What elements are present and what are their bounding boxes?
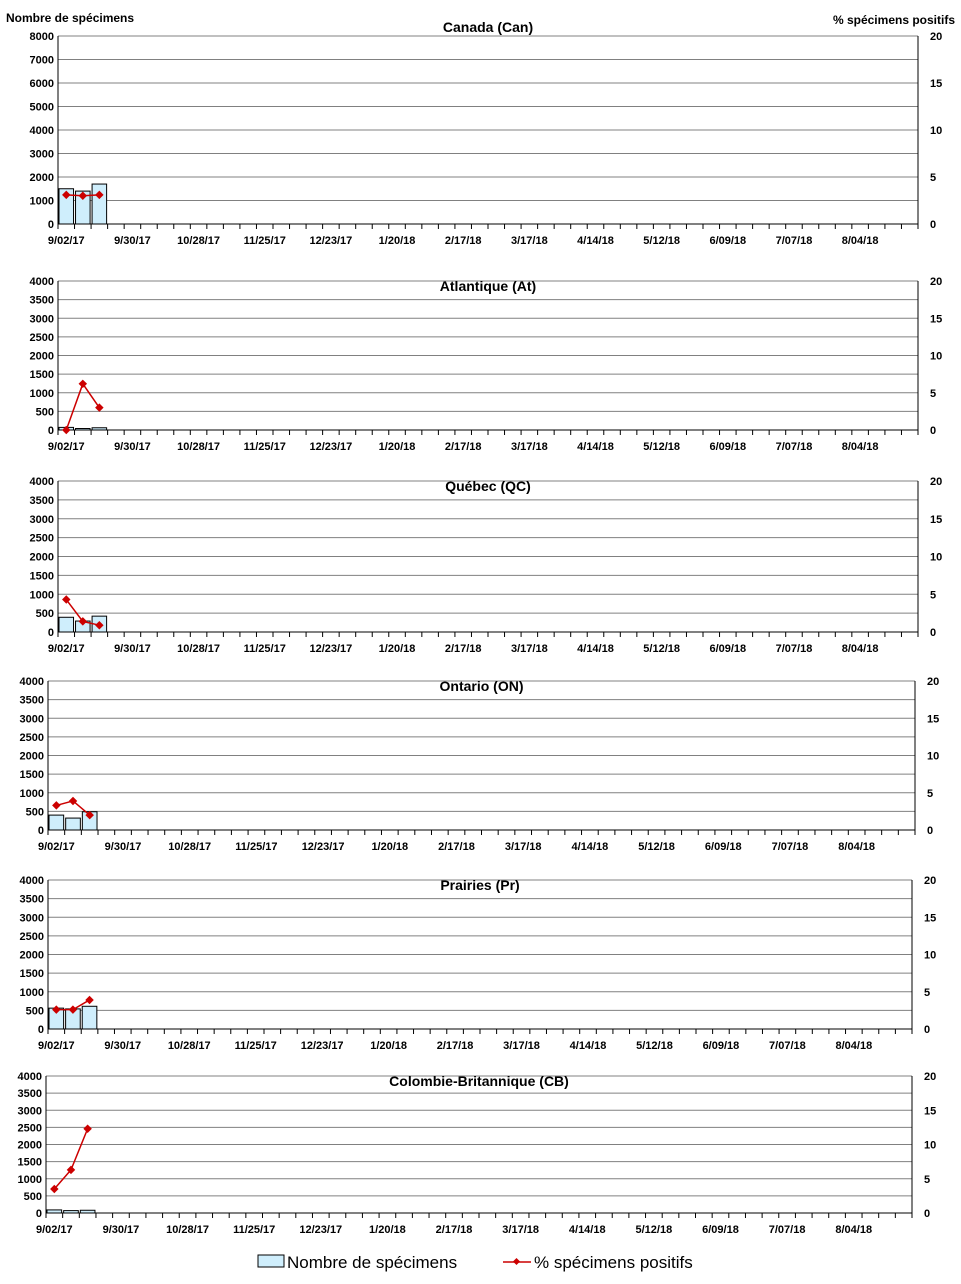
y-tick-label: 2500 <box>29 331 54 344</box>
y2-tick-label: 20 <box>930 276 943 288</box>
x-tick-label: 4/14/18 <box>569 1040 607 1052</box>
x-tick-label: 11/25/17 <box>243 643 286 655</box>
y-tick-label: 500 <box>35 406 54 419</box>
y-tick-label: 3500 <box>17 1088 42 1101</box>
y-tick-label: 3000 <box>19 713 44 726</box>
y2-tick-label: 20 <box>924 1071 937 1083</box>
x-tick-label: 12/23/17 <box>309 235 353 247</box>
x-tick-label: 1/20/18 <box>378 235 416 247</box>
x-tick-label: 12/23/17 <box>299 1224 343 1236</box>
x-tick-label: 8/04/18 <box>835 1224 873 1236</box>
x-tick-label: 5/12/18 <box>643 235 681 247</box>
positive-line <box>66 384 99 430</box>
x-tick-label: 3/17/18 <box>502 1224 539 1236</box>
chart-panel <box>20 676 940 853</box>
x-tick-label: 1/20/18 <box>369 1224 406 1236</box>
y2-tick-label: 0 <box>930 219 937 231</box>
y2-tick-label: 0 <box>930 627 937 639</box>
x-tick-label: 4/14/18 <box>577 235 614 247</box>
y2-tick-label: 10 <box>924 949 937 962</box>
x-tick-label: 6/09/18 <box>704 841 742 853</box>
legend-bar-label: Nombre de spécimens <box>287 1253 458 1272</box>
y2-tick-label: 5 <box>924 1173 931 1186</box>
x-tick-label: 9/02/17 <box>47 441 85 453</box>
positive-point <box>52 801 60 809</box>
y-tick-label: 0 <box>37 1024 44 1036</box>
x-tick-label: 6/09/18 <box>702 1224 739 1236</box>
x-tick-label: 9/02/17 <box>47 235 85 247</box>
y-tick-label: 4000 <box>29 276 54 288</box>
bar <box>82 1006 97 1029</box>
bar <box>76 429 91 430</box>
y2-tick-label: 5 <box>924 986 931 999</box>
y-tick-label: 2000 <box>19 750 44 763</box>
y2-tick-label: 0 <box>924 1024 931 1036</box>
y2-tick-label: 5 <box>930 387 937 400</box>
y2-tick-label: 5 <box>927 787 934 800</box>
x-tick-label: 10/28/17 <box>177 235 220 247</box>
chart-panel <box>18 1071 937 1236</box>
y-tick-label: 1500 <box>19 769 44 782</box>
x-tick-label: 9/30/17 <box>104 841 142 853</box>
y-tick-label: 1000 <box>19 986 44 999</box>
y-tick-label: 0 <box>47 627 54 639</box>
x-tick-label: 10/28/17 <box>167 1040 211 1052</box>
bar <box>49 815 64 830</box>
x-tick-label: 12/23/17 <box>301 841 345 853</box>
legend <box>258 1253 693 1272</box>
y-tick-label: 3500 <box>29 494 54 507</box>
x-tick-label: 12/23/17 <box>309 441 353 453</box>
y-tick-label: 3500 <box>19 893 44 906</box>
y2-tick-label: 15 <box>930 513 943 526</box>
y-tick-label: 500 <box>35 608 54 621</box>
x-tick-label: 1/20/18 <box>370 1040 407 1052</box>
chart-panel <box>20 875 937 1052</box>
y-tick-label: 500 <box>23 1190 42 1203</box>
y-tick-label: 0 <box>37 825 44 837</box>
y-tick-label: 4000 <box>19 676 44 688</box>
x-tick-label: 6/09/18 <box>702 1040 740 1052</box>
chart-title: Canada (Can) <box>442 19 534 35</box>
y2-tick-label: 15 <box>930 313 943 326</box>
x-tick-label: 9/02/17 <box>37 1040 75 1052</box>
y2-tick-label: 10 <box>927 750 940 763</box>
chart-title: Colombie-Britannique (CB) <box>389 1073 569 1089</box>
y-tick-label: 1500 <box>17 1156 42 1169</box>
x-tick-label: 7/07/18 <box>768 1224 806 1236</box>
bar <box>80 1210 95 1213</box>
x-tick-label: 5/12/18 <box>638 841 675 853</box>
x-tick-label: 12/23/17 <box>300 1040 344 1052</box>
legend-line-label: % spécimens positifs <box>534 1253 693 1272</box>
x-tick-label: 5/12/18 <box>643 643 681 655</box>
positive-line <box>54 1129 87 1189</box>
y-tick-label: 3000 <box>29 513 54 526</box>
y2-tick-label: 0 <box>927 825 934 837</box>
y2-tick-label: 5 <box>930 589 937 602</box>
y-tick-label: 2500 <box>19 731 44 744</box>
x-tick-label: 3/17/18 <box>510 441 548 453</box>
x-tick-label: 4/14/18 <box>568 1224 606 1236</box>
y-tick-label: 2500 <box>17 1122 42 1135</box>
x-tick-label: 9/02/17 <box>47 643 85 655</box>
x-tick-label: 7/07/18 <box>769 1040 806 1052</box>
y2-tick-label: 20 <box>927 676 940 688</box>
y2-tick-label: 10 <box>930 125 943 137</box>
y-tick-label: 1000 <box>29 195 54 208</box>
x-tick-label: 6/09/18 <box>709 643 747 655</box>
x-tick-label: 7/07/18 <box>775 235 813 247</box>
y-tick-label: 2000 <box>19 949 44 962</box>
y-tick-label: 500 <box>25 806 44 819</box>
x-tick-label: 2/17/18 <box>438 841 475 853</box>
x-tick-label: 7/07/18 <box>775 441 813 453</box>
chart-panels <box>18 19 943 1236</box>
y-tick-label: 500 <box>25 1005 44 1018</box>
x-tick-label: 1/20/18 <box>371 841 409 853</box>
x-tick-label: 8/04/18 <box>841 235 879 247</box>
y-tick-label: 2000 <box>29 551 54 564</box>
y-tick-label: 1500 <box>19 968 44 981</box>
x-tick-label: 11/25/17 <box>243 441 286 453</box>
x-tick-label: 10/28/17 <box>166 1224 209 1236</box>
x-tick-label: 2/17/18 <box>444 643 482 655</box>
y2-tick-label: 20 <box>930 476 943 488</box>
y-tick-label: 1000 <box>19 787 44 800</box>
y-tick-label: 0 <box>47 425 54 437</box>
x-tick-label: 5/12/18 <box>636 1040 673 1052</box>
chart-panel <box>30 276 943 453</box>
y-tick-label: 0 <box>47 219 54 231</box>
y2-tick-label: 15 <box>930 78 943 90</box>
chart-panel <box>30 19 943 247</box>
x-tick-label: 1/20/18 <box>378 441 416 453</box>
x-tick-label: 4/14/18 <box>571 841 609 853</box>
y2-tick-label: 15 <box>924 1105 937 1118</box>
y2-tick-label: 10 <box>930 350 943 363</box>
y-tick-label: 3000 <box>29 148 54 161</box>
chart-title: Atlantique (At) <box>439 278 537 294</box>
y-tick-label: 1000 <box>29 589 54 602</box>
y-tick-label: 3000 <box>29 313 54 326</box>
y2-tick-label: 20 <box>924 875 937 887</box>
x-tick-label: 5/12/18 <box>643 441 681 453</box>
y-tick-label: 4000 <box>19 875 44 887</box>
x-tick-label: 8/04/18 <box>841 441 879 453</box>
x-tick-label: 5/12/18 <box>635 1224 673 1236</box>
x-tick-label: 9/02/17 <box>37 841 75 853</box>
y-tick-label: 2000 <box>17 1139 42 1152</box>
x-tick-label: 3/17/18 <box>510 643 548 655</box>
y-tick-label: 2000 <box>29 350 54 363</box>
bar <box>47 1210 62 1213</box>
y-tick-label: 6000 <box>29 78 54 90</box>
x-tick-label: 8/04/18 <box>838 841 875 853</box>
x-tick-label: 10/28/17 <box>177 643 220 655</box>
chart-panel <box>30 476 943 655</box>
y-tick-label: 3500 <box>29 294 54 307</box>
y2-tick-label: 10 <box>930 551 943 564</box>
y-tick-label: 1000 <box>17 1173 42 1186</box>
x-tick-label: 1/20/18 <box>378 643 416 655</box>
x-tick-label: 6/09/18 <box>709 441 747 453</box>
x-tick-label: 9/02/17 <box>35 1224 73 1236</box>
x-tick-label: 9/30/17 <box>104 1040 142 1052</box>
x-tick-label: 2/17/18 <box>436 1040 474 1052</box>
x-tick-label: 8/04/18 <box>841 643 879 655</box>
chart-title: Québec (QC) <box>445 478 531 494</box>
positive-point <box>83 1125 91 1133</box>
y-tick-label: 0 <box>35 1208 42 1220</box>
x-tick-label: 10/28/17 <box>168 841 212 853</box>
y-tick-label: 1500 <box>29 369 54 382</box>
x-tick-label: 11/25/17 <box>243 235 286 247</box>
y-tick-label: 3500 <box>19 694 44 707</box>
chart-title: Prairies (Pr) <box>440 877 520 893</box>
y2-tick-label: 10 <box>924 1139 937 1152</box>
y2-tick-label: 15 <box>924 912 937 925</box>
legend-line-marker <box>513 1258 520 1265</box>
y-tick-label: 2500 <box>19 930 44 943</box>
left-axis-title: Nombre de spécimens <box>6 11 135 25</box>
y2-tick-label: 5 <box>930 172 937 184</box>
bar <box>92 428 107 430</box>
x-tick-label: 11/25/17 <box>234 1040 277 1052</box>
y-tick-label: 4000 <box>17 1071 42 1083</box>
y-tick-label: 7000 <box>29 54 54 67</box>
x-tick-label: 6/09/18 <box>709 235 747 247</box>
x-tick-label: 11/25/17 <box>233 1224 276 1236</box>
x-tick-label: 9/30/17 <box>114 643 151 655</box>
chart-title: Ontario (ON) <box>439 678 524 694</box>
y-tick-label: 4000 <box>29 125 54 137</box>
bar <box>64 1211 79 1213</box>
y-tick-label: 5000 <box>29 101 54 114</box>
x-tick-label: 3/17/18 <box>503 1040 540 1052</box>
y-tick-label: 1000 <box>29 387 54 400</box>
x-tick-label: 2/17/18 <box>444 441 482 453</box>
x-tick-label: 12/23/17 <box>309 643 353 655</box>
bar <box>59 617 74 632</box>
x-tick-label: 4/14/18 <box>577 441 614 453</box>
y-tick-label: 2500 <box>29 532 54 545</box>
x-tick-label: 4/14/18 <box>577 643 614 655</box>
x-tick-label: 9/30/17 <box>102 1224 140 1236</box>
x-tick-label: 7/07/18 <box>771 841 809 853</box>
y-tick-label: 4000 <box>29 476 54 488</box>
x-tick-label: 3/17/18 <box>504 841 542 853</box>
legend-bar-swatch <box>258 1255 284 1267</box>
x-tick-label: 9/30/17 <box>114 441 151 453</box>
right-axis-title: % spécimens positifs <box>832 13 955 27</box>
bar <box>66 818 81 830</box>
y2-tick-label: 0 <box>930 425 937 437</box>
y-tick-label: 3000 <box>19 912 44 925</box>
x-tick-label: 2/17/18 <box>444 235 482 247</box>
y2-tick-label: 15 <box>927 713 940 726</box>
y2-tick-label: 20 <box>930 31 943 43</box>
positive-point <box>85 996 93 1004</box>
x-tick-label: 7/07/18 <box>775 643 813 655</box>
bar <box>92 184 107 224</box>
x-tick-label: 10/28/17 <box>177 441 220 453</box>
x-tick-label: 2/17/18 <box>435 1224 473 1236</box>
y2-tick-label: 0 <box>924 1208 931 1220</box>
x-tick-label: 3/17/18 <box>510 235 548 247</box>
y-tick-label: 1500 <box>29 570 54 583</box>
x-tick-label: 9/30/17 <box>114 235 151 247</box>
y-tick-label: 2000 <box>29 172 54 184</box>
y-tick-label: 8000 <box>29 31 54 43</box>
x-tick-label: 8/04/18 <box>835 1040 873 1052</box>
y-tick-label: 3000 <box>17 1105 42 1118</box>
x-tick-label: 11/25/17 <box>235 841 278 853</box>
